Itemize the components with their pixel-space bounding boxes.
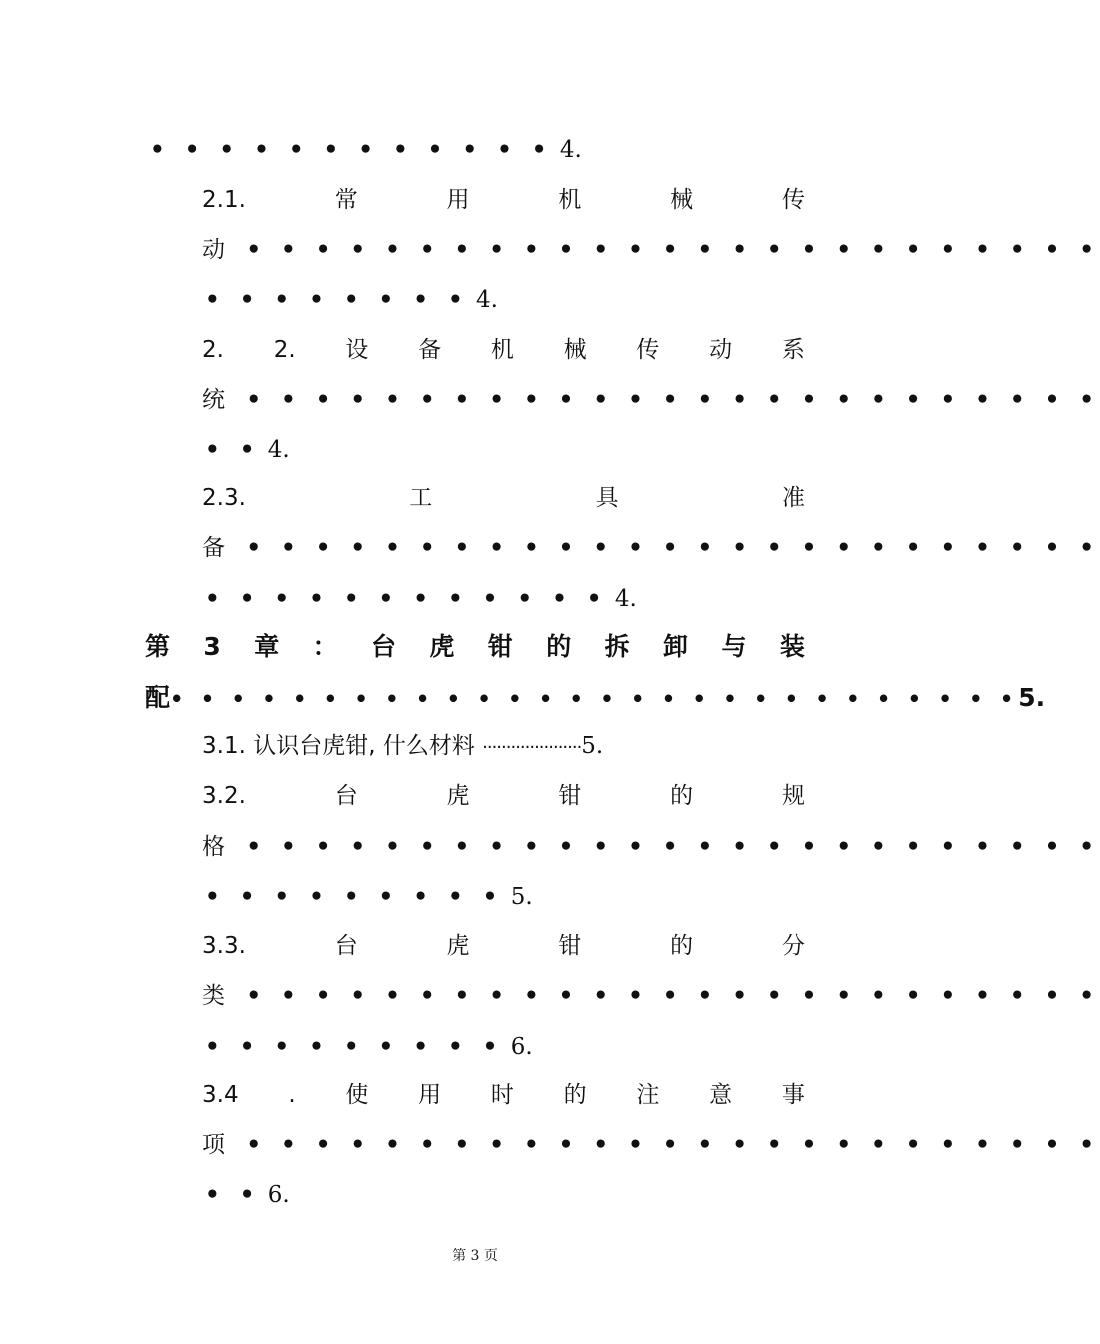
- title-char: 械: [670, 187, 694, 213]
- title-char: 统: [202, 387, 225, 413]
- title-char: 规: [781, 783, 805, 809]
- toc-entry-3-3-line3: [205, 1032, 533, 1062]
- section-number: 2.: [202, 337, 224, 363]
- leader-dots: • • • • • • • • • • • • • • • • • • • • • • • • •: [246, 387, 1100, 413]
- toc-chapter-3-line2: [145, 683, 1045, 714]
- title-char: 使: [345, 1082, 369, 1108]
- page-number: 5.: [510, 884, 533, 910]
- title-char: 具: [595, 485, 619, 511]
- chapter-char: 拆: [604, 632, 630, 661]
- page-number: 6.: [267, 1182, 290, 1208]
- toc-entry-2-2-line1: [202, 335, 805, 365]
- title-char: 项: [202, 1132, 225, 1158]
- chapter-char: 3: [203, 632, 221, 661]
- title-char: 械: [563, 337, 587, 363]
- title-char: 的: [563, 1082, 587, 1108]
- title-char: 传: [781, 187, 805, 213]
- title-char: 工: [409, 485, 433, 511]
- title-char: 意: [709, 1082, 733, 1108]
- chapter-char: 的: [546, 632, 572, 661]
- toc-chapter-3-line1: [145, 632, 805, 662]
- toc-entry-3-4-line1: [202, 1080, 805, 1110]
- title-char: 动: [202, 237, 225, 263]
- page-number: 4.: [475, 287, 498, 313]
- title-char: 虎: [446, 933, 470, 959]
- leader-dots: • •: [205, 1182, 261, 1208]
- chapter-char: 第: [145, 632, 171, 661]
- title-char: 时: [490, 1082, 514, 1108]
- page-footer: 第 3 页: [452, 1248, 498, 1264]
- chapter-char: 钳: [487, 632, 513, 661]
- leader-dots: • • • • • • • • • • • • • • • • • • • • • • • • •: [246, 983, 1100, 1009]
- section-number: 2.1.: [202, 187, 246, 213]
- toc-entry-2-1-line2: [202, 235, 1100, 265]
- leader-dots: • • • • • • • • •: [205, 884, 504, 910]
- toc-entry-2-1-line3: [205, 285, 498, 315]
- toc-entry-2-2-line3: [205, 435, 290, 465]
- page-number: 4.: [614, 586, 637, 612]
- title-char: 事: [781, 1082, 805, 1108]
- title-char: 注: [636, 1082, 660, 1108]
- page-number: 4.: [267, 437, 290, 463]
- page-number: 4.: [559, 137, 582, 163]
- section-number: 2.3.: [202, 485, 246, 511]
- title-char: 备: [202, 535, 225, 561]
- leader-dots: • • • • • • • • • • • • • • • • • • • • • • • • •: [246, 237, 1100, 263]
- title-char: 虎: [446, 783, 470, 809]
- title-char: 类: [202, 983, 225, 1009]
- title-char: 系: [781, 337, 805, 363]
- leader-dots: • •: [205, 437, 261, 463]
- toc-entry-2-3-line2: [202, 533, 1100, 563]
- title-char: 用: [418, 1082, 442, 1108]
- section-number: 2.: [273, 337, 296, 363]
- title-char: 分: [781, 933, 805, 959]
- entry-title: 3.1. 认识台虎钳, 什么材料: [202, 733, 475, 759]
- title-char: 传: [636, 337, 660, 363]
- leader-dots: ·····················: [482, 737, 582, 758]
- leader-dots: • • • • • • • • • • • • • • • • • • • • • • • • • • • •: [170, 687, 1019, 711]
- title-char: 备: [418, 337, 442, 363]
- title-char: 用: [446, 187, 470, 213]
- toc-continuation: [150, 135, 582, 165]
- title-char: 动: [709, 337, 733, 363]
- leader-dots: • • • • • • • • • • • • • • • • • • • • • • • • •: [246, 1132, 1100, 1158]
- title-char: 格: [202, 834, 225, 860]
- leader-dots: • • • • • • • • •: [205, 1034, 504, 1060]
- title-char: 台: [334, 783, 358, 809]
- toc-entry-2-3-line3: [205, 584, 637, 614]
- toc-entry-3-2-line1: [202, 781, 805, 811]
- title-char: 准: [781, 485, 805, 511]
- page-number: 5.: [581, 733, 604, 759]
- leader-dots: • • • • • • • • • • • •: [205, 586, 608, 612]
- section-number: 3.2.: [202, 783, 246, 809]
- toc-entry-2-3-line1: [202, 483, 805, 513]
- title-char: 的: [670, 933, 694, 959]
- toc-entry-2-2-line2: [202, 385, 1100, 415]
- title-char: 钳: [558, 933, 582, 959]
- title-char: 钳: [558, 783, 582, 809]
- title-char: 设: [345, 337, 369, 363]
- title-char: .: [288, 1082, 296, 1108]
- chapter-char: 卸: [663, 632, 689, 661]
- title-char: 机: [558, 187, 582, 213]
- title-char: 台: [334, 933, 358, 959]
- toc-entry-3-2-line3: [205, 882, 533, 912]
- chapter-char: 虎: [429, 632, 455, 661]
- toc-entry-3-4-line3: [205, 1180, 290, 1210]
- title-char: 的: [670, 783, 694, 809]
- page-number: 6.: [510, 1034, 533, 1060]
- leader-dots: • • • • • • • • • • • • • • • • • • • • • • • • •: [246, 834, 1100, 860]
- leader-dots: • • • • • • • •: [205, 287, 469, 313]
- chapter-char: 与: [721, 632, 747, 661]
- leader-dots: • • • • • • • • • • • • • • • • • • • • • • • • •: [246, 535, 1100, 561]
- title-char: 常: [334, 187, 358, 213]
- section-number: 3.3.: [202, 933, 246, 959]
- title-char: 机: [490, 337, 514, 363]
- toc-entry-3-3-line2: [202, 981, 1100, 1011]
- toc-entry-3-4-line2: [202, 1130, 1100, 1160]
- section-number: 3.4: [202, 1082, 239, 1108]
- chapter-char: 章: [254, 632, 280, 661]
- toc-entry-3-2-line2: [202, 832, 1100, 862]
- leader-dots: • • • • • • • • • • • •: [150, 137, 553, 163]
- chapter-char: 台: [371, 632, 397, 661]
- chapter-char: ：: [312, 632, 338, 661]
- chapter-char: 配: [145, 683, 171, 712]
- toc-entry-3-3-line1: [202, 931, 805, 961]
- page-number: 5.: [1018, 683, 1046, 712]
- chapter-char: 装: [779, 632, 805, 661]
- toc-entry-3-1: [202, 731, 603, 763]
- toc-entry-2-1-line1: [202, 185, 805, 215]
